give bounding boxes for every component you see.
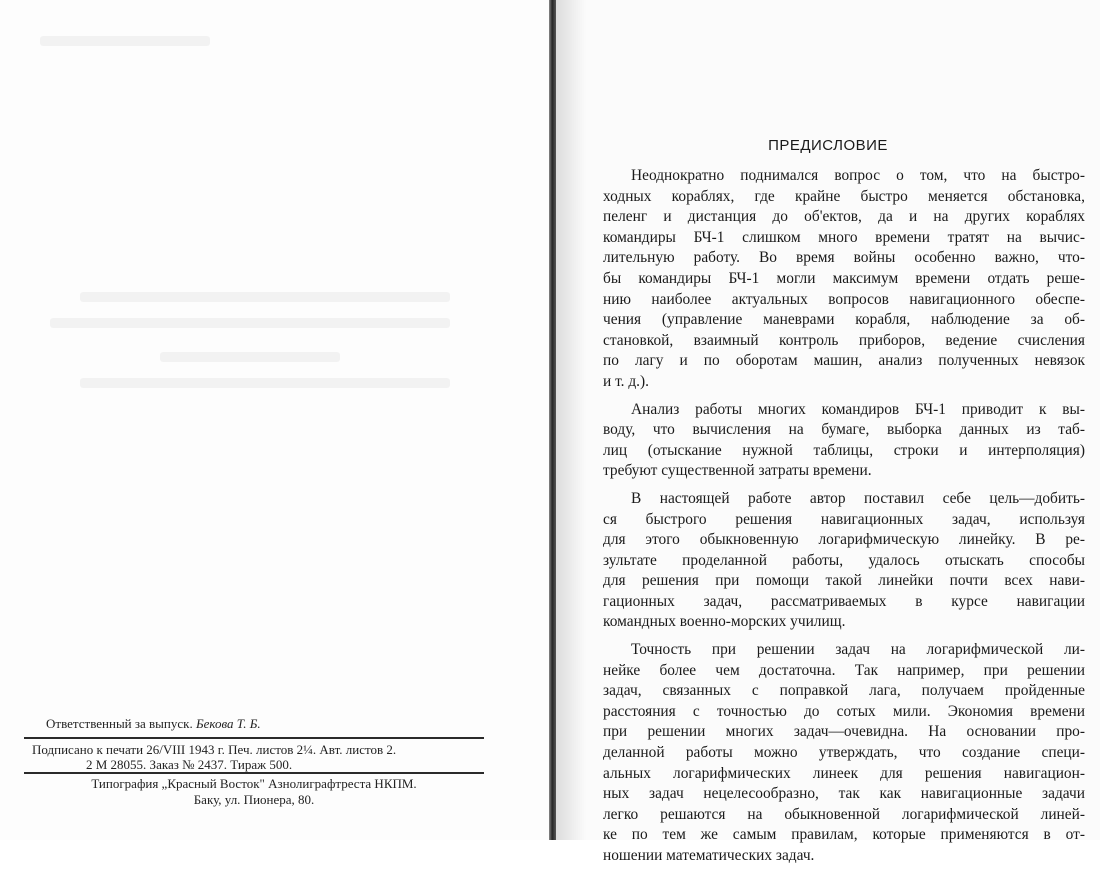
show-through-mark (50, 318, 450, 328)
preface-line: нейке более чем достаточна. Так например, при решении (603, 661, 1085, 679)
preface-paragraph (603, 166, 1085, 393)
preface-line: расстояния с точностью до сотых мили. Экономия времени (603, 702, 1085, 720)
preface-line: воду, что вычисления на бумаге, выборка данных из таб- (603, 421, 1085, 439)
preface-line: задач, связанных с поправкой лага, получаем пройденные (603, 682, 1085, 700)
preface-line: лиц (отыскание нужной таблицы, строки и интерполяция) (603, 441, 1085, 459)
preface-line: ся быстрого решения навигационных задач, используя (603, 510, 1085, 528)
preface-line: ке по тем же самым правилам, которые применяются в от- (603, 826, 1085, 844)
print-line-2: 2 М 28055. Заказ № 2437. Тираж 500. (86, 757, 293, 772)
print-line-1: Подписано к печати 26/VIII 1943 г. Печ. листов 2¼. Авт. листов 2. (32, 742, 397, 757)
preface-line: Точность при решении задач на логарифмической ли- (631, 641, 1085, 659)
imprint-rule-top (24, 737, 484, 739)
preface-line: нию наиболее актуальных вопросов навигационного обеспе- (603, 290, 1085, 308)
preface-line: лительную работу. Во время войны особенно важно, что- (603, 249, 1085, 267)
preface-paragraph (603, 640, 1085, 867)
preface-line: Неоднократно поднимался вопрос о том, что на быстро- (631, 167, 1085, 184)
show-through-mark (160, 352, 340, 362)
imprint-rule-bottom (24, 772, 484, 774)
preface-line: деланной работы можно утверждать, что создание специ- (603, 744, 1085, 762)
preface-paragraph (603, 489, 1085, 633)
preface-line: командных военно-морских училищ. (603, 613, 846, 631)
show-through-mark (40, 36, 210, 46)
show-through-mark (80, 378, 450, 388)
preface-line: ходных кораблях, где крайне быстро меняется обстановка, (603, 187, 1085, 205)
responsible-label: Ответственный за выпуск. (46, 716, 193, 731)
left-page (0, 0, 551, 840)
show-through-mark (80, 292, 450, 302)
preface-line: бы командиры БЧ-1 могли максимум времени отдать реше- (603, 269, 1085, 287)
preface-line: гационных задач, рассматриваемых в курсе навигации (603, 592, 1085, 610)
responsible-line (46, 716, 261, 732)
preface-line: В настоящей работе автор поставил себе цель—добить- (631, 489, 1085, 507)
responsible-name: Бекова Т. Б. (195, 716, 261, 731)
preface-line: Анализ работы многих командиров БЧ-1 приводит к вы- (631, 400, 1085, 418)
preface-line: становкой, взаимный контроль приборов, ведение счисления (603, 331, 1085, 349)
preface-line: для этого обыкновенную логарифмическую линейку. В ре- (603, 531, 1085, 549)
preface-line: и т. д.). (603, 372, 649, 390)
preface-line: чения (управление маневрами корабля, наблюдение за об- (603, 311, 1085, 329)
gutter-shadow (556, 0, 586, 840)
preface-line: по лагу и по оборотам машин, анализ полученных невязок (603, 352, 1085, 370)
preface-line: зультате проделанной работы, удалось отыскать способы (603, 551, 1085, 569)
printer-line-2: Баку, ул. Пионера, 80. (193, 792, 315, 807)
preface-line: ных задач нецелесообразно, так как навигационные задачи (603, 785, 1085, 803)
printer-line-1: Типография „Красный Восток" Азнолиграфтреста НКПМ. (91, 776, 417, 791)
preface-line: требуют существенной затраты времени. (603, 462, 872, 480)
preface-line: альных логарифмических линеек для решения навигацион- (603, 764, 1085, 782)
preface-title: ПРЕДИСЛОВИЕ (768, 137, 888, 154)
preface-paragraph (603, 400, 1085, 482)
preface-line: при решении многих задач—очевидна. На основании про- (603, 723, 1085, 741)
preface-line: ношении математических задач. (603, 847, 815, 864)
book-gutter (549, 0, 556, 840)
preface-line: пеленг и дистанция до об'ектов, да и на других кораблях (603, 208, 1085, 226)
preface-line: легко решаются на обыкновенной логарифмической линей- (603, 805, 1085, 823)
preface-line: командиры БЧ-1 слишком много времени тратят на вычис- (603, 228, 1085, 246)
preface-line: для решения при помощи такой линейки почти всех нави- (603, 572, 1085, 590)
preface-body (603, 166, 1085, 874)
